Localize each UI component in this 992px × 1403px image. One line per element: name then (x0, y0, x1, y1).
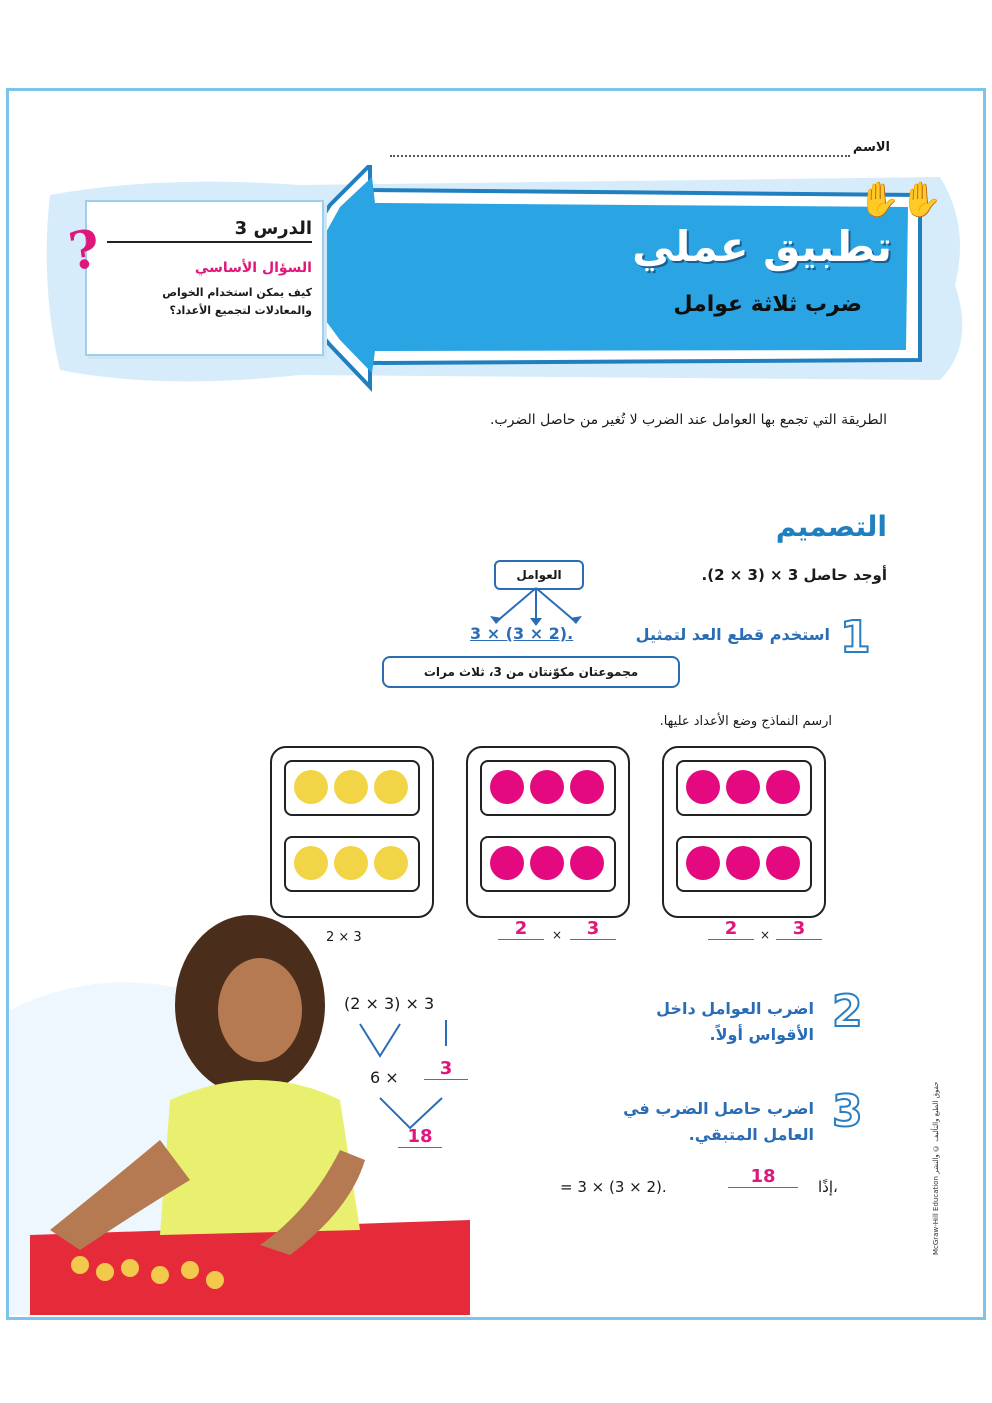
conclusion-equation: = 3 × (3 × 2). (560, 1178, 667, 1196)
counter (490, 770, 524, 804)
conclusion-prefix: إذًا، (818, 1178, 838, 1196)
counter (726, 770, 760, 804)
lesson-number: الدرس 3 (107, 218, 312, 243)
model-left-label: 2 × 3 (326, 930, 362, 945)
lesson-card (64, 200, 324, 356)
counter (570, 846, 604, 880)
model-row (676, 760, 812, 816)
counter (766, 770, 800, 804)
model-middle-times: × (552, 928, 563, 942)
model-middle-blank-a[interactable]: 2 (498, 918, 544, 940)
counter (686, 846, 720, 880)
model-middle[interactable] (466, 746, 630, 918)
counter (334, 770, 368, 804)
tree-middle: 6 × (370, 1068, 399, 1087)
hands-icon: ✋✋ (858, 180, 943, 220)
copyright-sidebar: McGraw-Hill Education حقوق الطبع والتأليف © والنشر (932, 1081, 940, 1255)
counter (686, 770, 720, 804)
essential-question-title: السؤال الأساسي (194, 260, 312, 276)
tree-middle-blank[interactable]: 3 (424, 1058, 468, 1080)
page-title: تطبيق عملي (632, 222, 892, 271)
model-row (676, 836, 812, 892)
counter (766, 846, 800, 880)
counter (490, 846, 524, 880)
counter (374, 846, 408, 880)
find-instruction: أوجد حاصل 3 × (3 × 2). (701, 566, 887, 584)
model-row (480, 836, 616, 892)
conclusion-answer[interactable]: 18 (728, 1166, 798, 1188)
name-dotted-line (390, 155, 850, 157)
step-1-text: استخدم قطع العد لتمثيل (635, 625, 830, 644)
counter (294, 846, 328, 880)
counter (726, 846, 760, 880)
model-row (480, 760, 616, 816)
design-heading: التصميم (775, 510, 887, 543)
model-right[interactable] (662, 746, 826, 918)
counter (294, 770, 328, 804)
step-3-number: 3 (832, 1086, 863, 1137)
factors-label: العوامل (494, 560, 584, 590)
model-row (284, 760, 420, 816)
model-right-blank-a[interactable]: 2 (708, 918, 754, 940)
groups-note: مجموعتان مكوّنتان من 3، ثلاث مرات (382, 656, 680, 688)
name-label: الاسم (852, 140, 890, 155)
step-1-expression: 3 × (3 × 2). (470, 624, 574, 643)
question-mark-icon: ? (64, 218, 104, 283)
tree-result[interactable]: 18 (398, 1126, 442, 1148)
essential-question: كيف يمكن استخدام الخواص والمعادلات لتجميع الأعداد؟ (162, 286, 312, 317)
page-subtitle: ضرب ثلاثة عوامل (673, 292, 862, 317)
model-row (284, 836, 420, 892)
tree-expression: (2 × 3) × 3 (344, 994, 435, 1013)
counter (570, 770, 604, 804)
model-right-blank-b[interactable]: 3 (776, 918, 822, 940)
model-right-times: × (760, 928, 771, 942)
counter (530, 770, 564, 804)
step-3-text: اضرب حاصل الضرب في العامل المتبقي. (623, 1099, 814, 1144)
counter (530, 846, 564, 880)
draw-instruction: ارسم النماذج وضع الأعداد عليها. (659, 714, 832, 729)
model-middle-blank-b[interactable]: 3 (570, 918, 616, 940)
step-2-text: اضرب العوامل داخل الأقواس أولاً. (656, 999, 814, 1044)
counter (334, 846, 368, 880)
step-1-number: 1 (840, 612, 871, 663)
counter (374, 770, 408, 804)
intro-text: الطريقة التي تجمع بها العوامل عند الضرب لا تُغير من حاصل الضرب. (489, 412, 887, 428)
step-2-number: 2 (832, 986, 863, 1037)
